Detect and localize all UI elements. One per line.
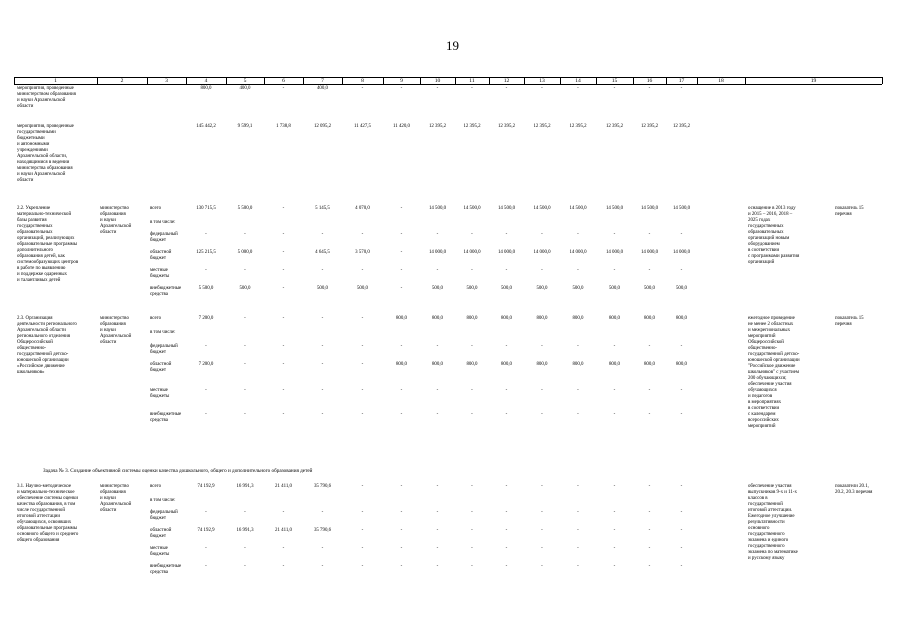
budget-value: 500,0: [316, 286, 328, 291]
budget-value: -: [648, 510, 651, 515]
funding-source-label: в том числе:: [150, 220, 176, 225]
budget-value: -: [471, 546, 473, 551]
budget-value: -: [321, 564, 324, 569]
budget-value: -: [471, 268, 473, 273]
budget-value: 14 500,0: [428, 206, 447, 211]
target-indicator: показатели 20.1, 20.2, 20.3 перечня: [835, 484, 873, 495]
budget-value: 14 500,0: [497, 206, 516, 211]
budget-value: -: [205, 232, 207, 237]
budget-value: -: [577, 268, 579, 273]
budget-value: -: [400, 250, 403, 255]
budget-value: 145 442,2: [196, 124, 216, 129]
budget-value: 800,0: [500, 362, 512, 367]
budget-value: 800,0: [395, 362, 407, 367]
budget-value: -: [321, 362, 324, 367]
expected-result: оснащение в 2013 году и 2015 – 2016, 2018 – 2025 годах государственных образовательных организаций новым оборудованием в соответствии с программами развития организаций: [748, 206, 800, 265]
budget-value: 130 715,5: [196, 206, 216, 211]
column-number-12: 12: [503, 78, 510, 84]
budget-value: 4 645,5: [315, 250, 330, 255]
budget-value: -: [613, 268, 616, 273]
budget-value: -: [436, 232, 439, 237]
budget-value: 500,0: [675, 286, 687, 291]
budget-value: 800,0: [572, 316, 584, 321]
budget-value: 14 000,0: [428, 250, 447, 255]
activity-name: 3.1. Научно-методическое и материально-техническое обеспечение системы оценки качества образования, в том числе государственной итоговой аттестации обучающихся, освоивших образовательные программы основного общего и среднего общего образования: [17, 484, 79, 543]
budget-value: 800,0: [500, 316, 512, 321]
budget-value: -: [577, 546, 579, 551]
budget-value: 5 145,5: [315, 206, 330, 211]
budget-value: 21 411,0: [275, 484, 292, 489]
budget-value: 800,0: [536, 362, 548, 367]
funding-source-label: местные бюджеты: [150, 268, 170, 279]
budget-value: -: [400, 484, 403, 489]
budget-value: 12 395,2: [497, 124, 516, 129]
budget-value: 74 192,9: [197, 484, 215, 489]
budget-value: -: [400, 528, 403, 533]
budget-value: -: [471, 528, 473, 533]
budget-value: -: [505, 268, 508, 273]
funding-source-label: областной бюджет: [150, 250, 172, 261]
budget-value: -: [205, 344, 207, 349]
budget-value: 7 200,0: [198, 316, 214, 321]
budget-value: -: [436, 546, 439, 551]
budget-value: -: [505, 412, 508, 417]
budget-value: -: [680, 388, 683, 393]
budget-value: 35 790,6: [313, 484, 332, 489]
budget-value: -: [205, 412, 207, 417]
budget-value: -: [321, 546, 324, 551]
budget-value: -: [680, 484, 683, 489]
budget-value: -: [541, 344, 543, 349]
budget-value: 500,0: [431, 286, 443, 291]
column-number-11: 11: [469, 78, 475, 84]
header-column-divider: [882, 77, 883, 84]
budget-value: -: [244, 316, 246, 321]
budget-value: -: [400, 206, 403, 211]
budget-value: -: [648, 564, 651, 569]
budget-value: -: [505, 388, 508, 393]
budget-value: 800,0: [643, 316, 655, 321]
budget-value: 74 192,9: [197, 528, 215, 533]
budget-value: 800,0: [466, 316, 478, 321]
budget-value: -: [400, 86, 403, 91]
funding-source-label: внебюджетные средства: [150, 564, 182, 575]
budget-value: -: [244, 388, 246, 393]
budget-value: 11 420,0: [393, 124, 410, 129]
budget-value: -: [648, 268, 651, 273]
column-number-8: 8: [361, 78, 364, 84]
column-number-17: 17: [678, 78, 685, 84]
funding-source-label: всего: [150, 484, 162, 489]
budget-value: -: [400, 388, 403, 393]
budget-value: -: [541, 510, 543, 515]
funding-source-label: внебюджетные средства: [150, 412, 182, 423]
budget-value: 500,0: [500, 286, 512, 291]
budget-value: -: [471, 388, 473, 393]
budget-value: 800,0: [608, 316, 620, 321]
budget-value: -: [436, 484, 439, 489]
budget-value: -: [321, 344, 324, 349]
funding-source-label: областной бюджет: [150, 362, 172, 373]
budget-value: -: [361, 528, 364, 533]
budget-value: -: [205, 564, 207, 569]
budget-value: -: [400, 344, 403, 349]
budget-value: 12 395,2: [428, 124, 447, 129]
budget-value: -: [505, 344, 508, 349]
budget-value: -: [613, 232, 616, 237]
budget-value: -: [505, 564, 508, 569]
budget-value: -: [321, 412, 324, 417]
budget-value: 400,0: [239, 86, 251, 91]
budget-value: 5 000,0: [237, 250, 253, 255]
budget-value: -: [361, 268, 364, 273]
budget-value: 14 500,0: [672, 206, 691, 211]
budget-value: -: [577, 484, 579, 489]
column-number-7: 7: [321, 78, 324, 84]
budget-value: -: [244, 362, 246, 367]
budget-value: -: [680, 268, 683, 273]
budget-value: -: [613, 546, 616, 551]
budget-value: -: [471, 484, 473, 489]
budget-value: -: [400, 286, 403, 291]
budget-value: -: [648, 412, 651, 417]
budget-value: -: [471, 564, 473, 569]
budget-value: -: [680, 528, 683, 533]
budget-value: -: [577, 564, 579, 569]
budget-value: 800,0: [675, 316, 687, 321]
budget-value: -: [613, 86, 616, 91]
activity-name: мероприятия, проведенные государственными бюджетными и автономными учреждениями Архангельской области, находящимися в ведении министерства образования и науки Архангельской области: [17, 124, 74, 183]
budget-value: -: [282, 412, 285, 417]
budget-value: -: [648, 86, 651, 91]
budget-value: -: [436, 528, 439, 533]
budget-value: 4 070,0: [355, 206, 370, 211]
budget-value: -: [541, 268, 543, 273]
budget-value: 14 500,0: [605, 206, 624, 211]
budget-value: -: [282, 316, 285, 321]
budget-value: -: [400, 268, 403, 273]
budget-value: 500,0: [466, 286, 478, 291]
budget-value: 14 500,0: [533, 206, 551, 211]
budget-value: -: [471, 412, 473, 417]
budget-value: -: [648, 546, 651, 551]
responsible-executor: министерство образования и науки Архангельской области: [100, 206, 132, 235]
budget-value: -: [244, 268, 246, 273]
budget-value: -: [648, 344, 651, 349]
budget-value: -: [361, 344, 364, 349]
budget-value: -: [680, 510, 683, 515]
budget-value: 800,0: [643, 362, 655, 367]
column-number-4: 4: [204, 78, 208, 84]
budget-value: -: [680, 564, 683, 569]
budget-value: -: [648, 528, 651, 533]
budget-value: 12 395,2: [569, 124, 587, 129]
budget-value: 500,0: [643, 286, 655, 291]
budget-value: -: [282, 250, 285, 255]
budget-value: -: [282, 86, 285, 91]
budget-value: -: [577, 510, 579, 515]
target-indicator: показатель 15 перечня: [835, 316, 864, 327]
budget-value: 14 500,0: [463, 206, 481, 211]
budget-value: 12 095,2: [313, 124, 332, 129]
column-number-15: 15: [611, 78, 618, 84]
budget-value: 800,0: [200, 86, 212, 91]
budget-value: -: [244, 232, 246, 237]
budget-value: -: [680, 344, 683, 349]
budget-value: -: [505, 484, 508, 489]
activity-name: мероприятия, проведенные министерством образования и науки Архангельской области: [17, 86, 76, 109]
budget-value: -: [244, 510, 246, 515]
budget-value: -: [613, 344, 616, 349]
column-number-3: 3: [165, 78, 168, 84]
budget-value: -: [471, 232, 473, 237]
budget-value: -: [680, 86, 683, 91]
budget-value: -: [648, 484, 651, 489]
budget-value: 7 200,0: [198, 362, 214, 367]
funding-source-label: местные бюджеты: [150, 546, 170, 557]
budget-value: -: [541, 388, 543, 393]
budget-value: 14 500,0: [640, 206, 659, 211]
budget-value: 12 395,2: [672, 124, 691, 129]
budget-value: -: [680, 412, 683, 417]
budget-value: -: [282, 362, 285, 367]
budget-value: -: [282, 232, 285, 237]
budget-value: -: [244, 344, 246, 349]
budget-value: -: [436, 388, 439, 393]
budget-value: 800,0: [608, 362, 620, 367]
funding-source-label: областной бюджет: [150, 528, 172, 539]
budget-value: -: [282, 510, 285, 515]
budget-value: -: [361, 388, 364, 393]
budget-value: -: [361, 362, 364, 367]
budget-value: 16 991,3: [236, 484, 254, 489]
expected-result: ежегодное проведение не менее 2 областных и межрегиональных мероприятий Общероссийской общественно- государственной детско- юношеской организации "Российское движение школьников" с участием 200 обучающихся; обеспечение участия обучающихся и педагогов в мероприятиях в соответствии с календарем всероссийских мероприятий: [748, 316, 800, 429]
budget-value: -: [577, 388, 579, 393]
funding-source-label: в том числе:: [150, 330, 176, 335]
column-number-1: 1: [54, 78, 57, 84]
budget-value: -: [436, 412, 439, 417]
budget-value: -: [436, 344, 439, 349]
budget-value: -: [205, 388, 207, 393]
column-number-19: 19: [810, 78, 817, 84]
budget-value: 14 000,0: [497, 250, 516, 255]
funding-source-label: федеральный бюджет: [150, 344, 178, 355]
budget-value: -: [471, 344, 473, 349]
budget-value: -: [361, 564, 364, 569]
budget-value: -: [321, 388, 324, 393]
budget-value: -: [680, 232, 683, 237]
funding-source-label: всего: [150, 316, 162, 321]
column-number-6: 6: [282, 78, 285, 84]
budget-value: -: [321, 316, 324, 321]
expected-result: обеспечение участия выпускников 9-х и 11-х классов в государственной итоговой аттестации. Ежегодное улучшение результативности основного государственного экзамена и единого государственного экзамена по математике и русскому языку: [748, 484, 798, 561]
budget-value: -: [541, 528, 543, 533]
budget-value: -: [436, 564, 439, 569]
budget-value: -: [282, 546, 285, 551]
activity-name: 2.3. Организация деятельности регионального Архангельской области регионального отделения Общероссийской общественно- государственной детско- юношеской организации «Российское движение школьников»: [17, 316, 77, 375]
budget-value: 14 000,0: [533, 250, 551, 255]
budget-value: -: [400, 232, 403, 237]
budget-value: -: [321, 268, 324, 273]
budget-value: -: [577, 528, 579, 533]
budget-value: 12 395,2: [605, 124, 624, 129]
budget-value: -: [613, 388, 616, 393]
budget-value: 5 500,0: [198, 286, 214, 291]
budget-value: -: [471, 86, 473, 91]
budget-value: -: [205, 546, 207, 551]
budget-value: -: [541, 484, 543, 489]
budget-value: -: [361, 86, 364, 91]
funding-source-label: всего: [150, 206, 162, 211]
budget-value: 500,0: [536, 286, 548, 291]
task-heading: Задача № 3. Создание объективной системы оценки качества дошкольного, общего и дополнительного образования детей: [43, 468, 313, 474]
budget-value: 9 599,1: [237, 124, 253, 129]
budget-value: 500,0: [239, 286, 251, 291]
budget-value: -: [541, 232, 543, 237]
budget-value: 500,0: [356, 286, 368, 291]
column-number-5: 5: [243, 78, 247, 84]
budget-value: -: [361, 484, 364, 489]
budget-value: 12 395,2: [463, 124, 481, 129]
budget-value: 125 215,5: [196, 250, 216, 255]
budget-value: -: [505, 232, 508, 237]
budget-value: -: [400, 412, 403, 417]
budget-value: 800,0: [431, 316, 443, 321]
budget-value: -: [648, 388, 651, 393]
budget-value: -: [541, 546, 543, 551]
funding-source-label: внебюджетные средства: [150, 286, 182, 297]
budget-value: -: [436, 510, 439, 515]
budget-value: -: [400, 510, 403, 515]
page-number: 19: [446, 38, 459, 53]
budget-value: -: [541, 564, 543, 569]
funding-source-label: местные бюджеты: [150, 388, 170, 399]
budget-value: -: [400, 564, 403, 569]
budget-value: -: [244, 546, 246, 551]
responsible-executor: министерство образования и науки Архангельской области: [100, 316, 132, 345]
budget-value: -: [244, 564, 246, 569]
funding-source-label: федеральный бюджет: [150, 510, 178, 521]
budget-value: -: [361, 510, 364, 515]
budget-value: -: [613, 412, 616, 417]
budget-value: -: [541, 412, 543, 417]
budget-value: -: [205, 510, 207, 515]
budget-value: -: [400, 546, 403, 551]
budget-value: 5 500,0: [237, 206, 253, 211]
budget-value: 14 000,0: [672, 250, 691, 255]
budget-value: -: [541, 86, 543, 91]
budget-value: 12 395,2: [533, 124, 551, 129]
budget-value: -: [577, 232, 579, 237]
budget-value: -: [436, 268, 439, 273]
column-number-9: 9: [400, 78, 403, 84]
budget-value: -: [505, 86, 508, 91]
budget-value: 800,0: [536, 316, 548, 321]
budget-value: 14 000,0: [569, 250, 587, 255]
budget-value: -: [244, 412, 246, 417]
activity-name: 2.2. Укрепление материально-технической базы развития государственных образовательных организаций, реализующих образовательные программы дополнительного образования детей, как системообразующих центров в работе по выявлению и поддержке одаренных и талантливых детей: [17, 206, 79, 283]
column-number-18: 18: [718, 78, 724, 84]
budget-value: -: [282, 286, 285, 291]
budget-value: -: [577, 86, 579, 91]
column-number-16: 16: [646, 78, 653, 84]
budget-value: -: [436, 86, 439, 91]
budget-value: -: [505, 510, 508, 515]
budget-value: -: [361, 412, 364, 417]
budget-value: 400,0: [316, 86, 328, 91]
budget-value: -: [321, 510, 324, 515]
budget-value: -: [282, 388, 285, 393]
budget-value: -: [613, 510, 616, 515]
budget-value: 500,0: [608, 286, 620, 291]
budget-value: -: [680, 546, 683, 551]
budget-value: -: [577, 412, 579, 417]
budget-value: 800,0: [431, 362, 443, 367]
budget-value: 14 000,0: [463, 250, 481, 255]
budget-value: -: [282, 206, 285, 211]
budget-value: 14 500,0: [569, 206, 587, 211]
budget-value: 14 000,0: [605, 250, 624, 255]
budget-value: -: [505, 546, 508, 551]
budget-value: 800,0: [675, 362, 687, 367]
budget-value: -: [321, 232, 324, 237]
column-number-13: 13: [539, 78, 545, 84]
budget-value: -: [505, 528, 508, 533]
budget-value: -: [648, 232, 651, 237]
budget-value: 16 991,3: [236, 528, 254, 533]
budget-value: 500,0: [572, 286, 584, 291]
budget-value: -: [613, 484, 616, 489]
column-number-14: 14: [575, 78, 581, 84]
budget-value: 11 427,5: [354, 124, 371, 129]
funding-source-label: в том числе:: [150, 498, 176, 503]
budget-value: -: [613, 564, 616, 569]
target-indicator: показатель 15 перечня: [835, 206, 864, 217]
budget-value: 800,0: [395, 316, 407, 321]
budget-value: -: [282, 344, 285, 349]
budget-value: -: [282, 564, 285, 569]
budget-value: -: [361, 316, 364, 321]
budget-value: -: [471, 510, 473, 515]
budget-value: -: [613, 528, 616, 533]
budget-value: -: [205, 268, 207, 273]
budget-value: 12 395,2: [640, 124, 659, 129]
column-number-10: 10: [434, 78, 441, 84]
budget-value: 800,0: [572, 362, 584, 367]
responsible-executor: министерство образования и науки Архангельской области: [100, 484, 132, 513]
budget-value: -: [282, 268, 285, 273]
column-number-2: 2: [120, 78, 124, 84]
budget-value: 800,0: [466, 362, 478, 367]
budget-value: 35 790,6: [313, 528, 332, 533]
budget-value: 14 000,0: [640, 250, 659, 255]
budget-value: 3 570,0: [355, 250, 370, 255]
budget-value: -: [361, 232, 364, 237]
budget-value: -: [361, 546, 364, 551]
budget-value: -: [577, 344, 579, 349]
funding-source-label: федеральный бюджет: [150, 232, 178, 243]
budget-value: 21 411,0: [275, 528, 292, 533]
budget-value: 1 738,8: [276, 124, 291, 129]
